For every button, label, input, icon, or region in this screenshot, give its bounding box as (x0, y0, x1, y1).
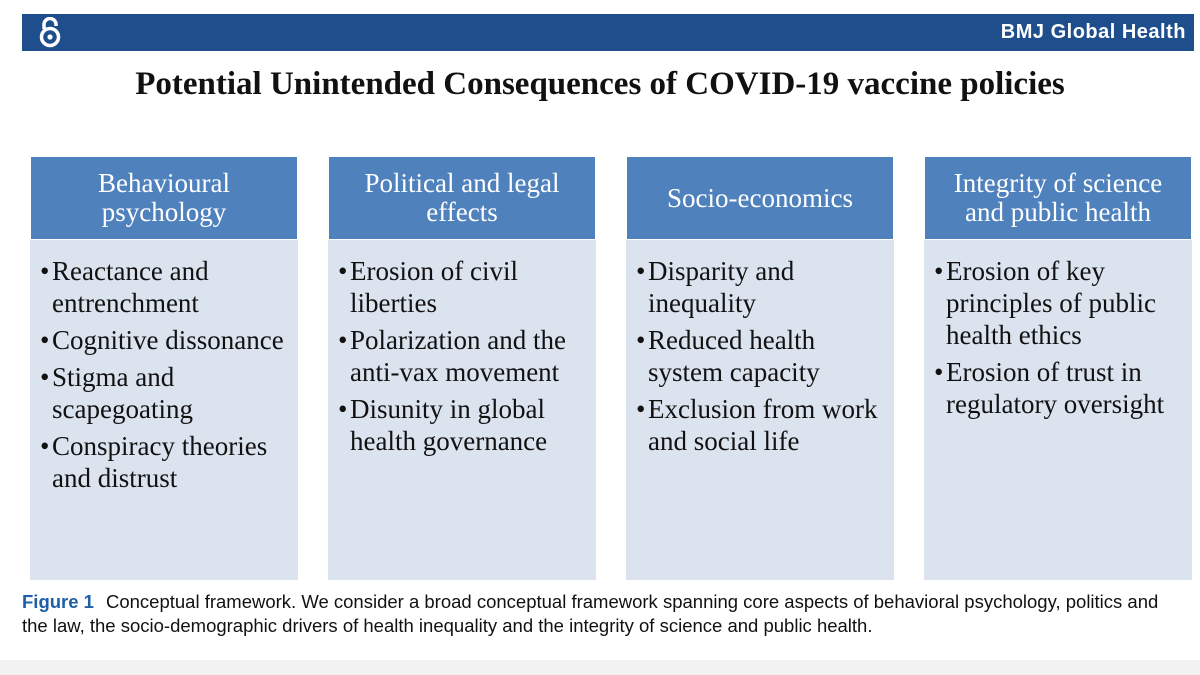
bullet-item: • Exclusion from work and social life (636, 393, 884, 457)
bullet-item: • Erosion of civil liberties (338, 255, 586, 319)
bullet-list (934, 255, 1182, 420)
column-body (328, 236, 596, 580)
figure-caption (22, 590, 1182, 638)
column-heading: Socio-economics (626, 156, 894, 240)
bullet-item: • Conspiracy theories and distrust (40, 430, 288, 494)
bullet-item: • Erosion of trust in regulatory oversight (934, 356, 1182, 420)
bullet-item: • Stigma and scapegoating (40, 361, 288, 425)
caption-text: Conceptual framework. We consider a broad conceptual framework spanning core aspects of behavioral psychology, politics and the law, the socio-demographic drivers of health inequality and the integrity of science and public health. (22, 591, 1159, 636)
column-body (626, 236, 894, 580)
journal-name: BMJ Global Health (1000, 21, 1186, 43)
bullet-item: • Polarization and the anti-vax movement (338, 324, 586, 388)
bullet-list (636, 255, 884, 457)
bottom-strip (0, 660, 1200, 675)
bullet-item: • Reduced health system capacity (636, 324, 884, 388)
bullet-list (338, 255, 586, 457)
bullet-item: • Cognitive dissonance (40, 324, 288, 356)
column-heading: Integrity of science and public health (924, 156, 1192, 240)
column-body (924, 236, 1192, 580)
bullet-list (40, 255, 288, 494)
figure-title: Potential Unintended Consequences of COVID-19 vaccine policies (135, 66, 1065, 102)
column-heading: Political and legal effects (328, 156, 596, 240)
bullet-item: • Disparity and inequality (636, 255, 884, 319)
figure-label: Figure 1 (22, 591, 94, 612)
bullet-item: • Reactance and entrenchment (40, 255, 288, 319)
column-heading: Behavioural psychology (30, 156, 298, 240)
journal-header-bar (22, 14, 1194, 51)
bullet-item: • Disunity in global health governance (338, 393, 586, 457)
column-body (30, 236, 298, 580)
open-access-icon (22, 14, 78, 51)
bullet-item: • Erosion of key principles of public health ethics (934, 255, 1182, 351)
